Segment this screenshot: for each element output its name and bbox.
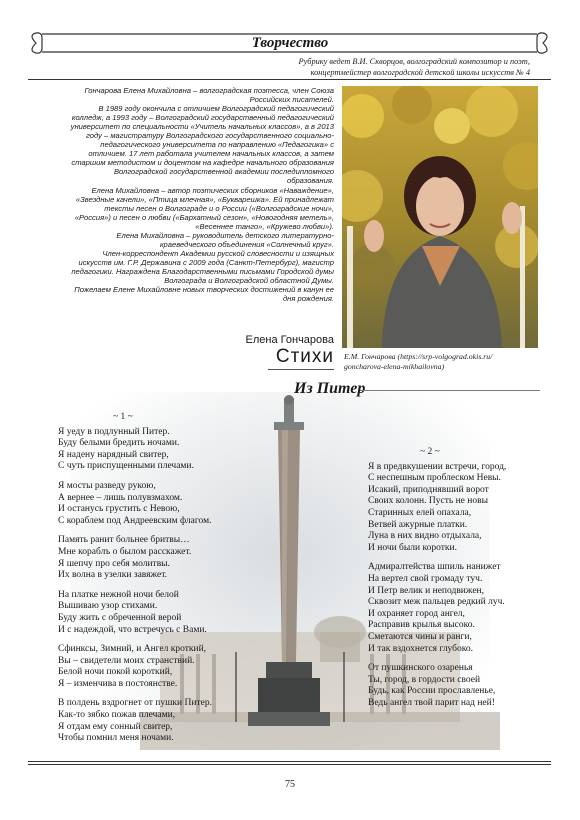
poem-line: Их волна в узелки завяжет. [58, 570, 168, 581]
poem-line: Старинных елей опахала, [368, 507, 472, 518]
poem-line: Адмиралтейства шпиль нанижет [368, 562, 501, 573]
stanza [58, 535, 308, 581]
poem-part-2 [368, 447, 558, 717]
footer-rule [28, 764, 551, 765]
poem-line: Вы – свидетели моих странствий. [58, 655, 195, 666]
stanza [368, 562, 558, 655]
poem-line: Сфинксы, Зимний, и Ангел кроткий, [58, 644, 207, 655]
poem-title-rule [360, 390, 540, 391]
stanza [58, 590, 308, 636]
poem-line: Расправив крылья высоко. [368, 620, 475, 631]
rubric-subtitle-line-1: Рубрику ведет В.И. Скворцов, волгоградский композитор и поэт, [298, 57, 530, 66]
poem-line: Чтобы помнил меня ночами. [58, 733, 174, 744]
poem-line: Луна в них видно отдыхала, [368, 531, 482, 542]
poem-line: С неспешным проблеском Невы. [368, 473, 501, 484]
photo-caption [344, 352, 544, 372]
bio-paragraph: Елена Михайловна – автор поэтических сборников «Наваждение», «Звездные качели», «Птица млечная», «Букварешка». Ей принадлежат тексты песен о Волгограде и о России («Волгоградские ночи», «Россия») и песен о любви («Бархатный сезон», «Новогодняя метель», «Весеннее танго», «Кружево любви»). [74, 185, 334, 231]
footer-rule [28, 761, 551, 762]
poem-line: И ночи были коротки. [368, 542, 457, 553]
section-label: Стихи [275, 346, 334, 367]
poem-line: Белой ночи покой короткий, [58, 667, 173, 678]
poem-part-1 [58, 412, 308, 753]
poem-line: И с надеждой, что встречусь с Вами. [58, 624, 207, 635]
poem-line: Ветвей ажурные платки. [368, 519, 468, 530]
bio-paragraph: Гончарова Елена Михайловна – волгоградская поэтесса, член Союза Российских писателей. [84, 86, 334, 105]
poem-line: И так вздохнется глубоко. [368, 643, 474, 654]
poem-line: Будь, как России прославленье, [368, 686, 496, 697]
poem-line: Исакий, приподнявший ворот [368, 484, 489, 495]
poem-line: Сквозит меж пальцев редкий луч. [368, 597, 505, 608]
poem-line: С кораблем под Андреевским флагом. [58, 515, 212, 526]
author-bio [70, 86, 334, 303]
bio-paragraph: Елена Михайловна – руководитель детского литературно-краеведческого объединения «Солнечный круг». [116, 230, 334, 249]
photo-caption-line-2: goncharova-elena-mikhailovna) [344, 362, 445, 371]
poem-line: Я отдам ему сонный свитер, [58, 721, 173, 732]
poem-line: Я надену нарядный свитер, [58, 449, 169, 460]
rubric-subtitle [120, 56, 530, 78]
poem-line: И охраняет город ангел, [368, 608, 465, 619]
poem-line: И останусь грустить с Невою, [58, 504, 180, 515]
stanza [58, 698, 308, 744]
poem-title: Из Питер [294, 380, 366, 397]
poem-line: Буду белыми бредить ночами. [58, 438, 180, 449]
bio-paragraph: В 1989 году окончила с отличием Волгоградский педагогический колледж, а 1993 году – Волгоградский государственный педагогический университет по специальности «Учитель начальных классов», а в 2013 году – магистратуру Волгоградского государственного социально-педагогического университета по направлению «Педагогика» с отличием. 17 лет работала учителем начальных классов, а затем старшим методистом и доцентом на кафедре начального образования Волгоградской государственной академии последипломного образования. [70, 104, 334, 186]
poem-part-heading: ~ 2 ~ [420, 447, 440, 457]
poem-line: Память ранит больнее бритвы… [58, 535, 190, 546]
stanza [58, 481, 308, 527]
poem-line: Сметаются чины и ранги, [368, 631, 472, 642]
poem-line: Я уеду в подлунный Питер. [58, 426, 170, 437]
author-name: Елена Гончарова [245, 334, 334, 346]
rubric-subtitle-line-2: концертмейстер волгоградской детской школы искусств № 4 [310, 68, 530, 77]
poem-line: И Петр велик и неподвижен, [368, 585, 485, 596]
stanza [368, 462, 558, 555]
poem-line: На платке нежной ночи белой [58, 589, 179, 600]
poem-line: Как-то зябко пожав плечами, [58, 710, 176, 721]
poem-line: С чуть приспущенными плечами. [58, 461, 194, 472]
bio-paragraph: Пожелаем Елене Михайловне новых творческих достижений в канун ее дня рождения. [74, 285, 334, 304]
poem-line: А вернее – лишь полувзмахом. [58, 492, 183, 503]
page-number: 75 [285, 779, 295, 790]
stanza [58, 644, 308, 690]
poem-line: Я шепчу про себя молитвы. [58, 558, 170, 569]
photo-caption-line-1: Е.М. Гончарова (https://srp-volgograd.okis.ru/ [344, 352, 493, 361]
poem-line: Ведь ангел твой парит над ней! [368, 697, 495, 708]
poem-line: Вышиваю узор стихами. [58, 601, 158, 612]
poem-line: Своих колонн. Пусть не новы [368, 496, 488, 507]
poem-line: Я в предвкушении встречи, город, [368, 461, 507, 472]
poem-line: В полдень вздрогнет от пушки Питер. [58, 698, 212, 709]
poem-line: От пушкинского озаренья [368, 663, 473, 674]
poem-line: Ты, город, в гордости своей [368, 674, 481, 685]
poem-line: На вертел свой громаду туч. [368, 573, 483, 584]
poem-line: Мне кораблъ о былом расскажет. [58, 546, 192, 557]
poem-line: Я мосты разведу рукою, [58, 480, 156, 491]
poem-part-heading: ~ 1 ~ [113, 412, 133, 422]
section-label-underline [268, 369, 334, 370]
poem-line: Буду жить с обреченной верой [58, 612, 182, 623]
author-photo [342, 86, 538, 348]
stanza [368, 663, 558, 709]
rubric-title: Творчество [251, 35, 329, 51]
stanza [58, 427, 308, 473]
bio-paragraph: Член-корреспондент Академии русской словесности и изящных искусств им. Г.Р. Державина с 2009 года (Санкт-Петербург), магистр педагогики. Награждена Благодарственными письмами Городской думы Волгограда и Волгоградской областной Думы. [71, 248, 334, 285]
header-rule [28, 79, 551, 80]
poem-line: Я – изменчива в постоянстве. [58, 678, 178, 689]
